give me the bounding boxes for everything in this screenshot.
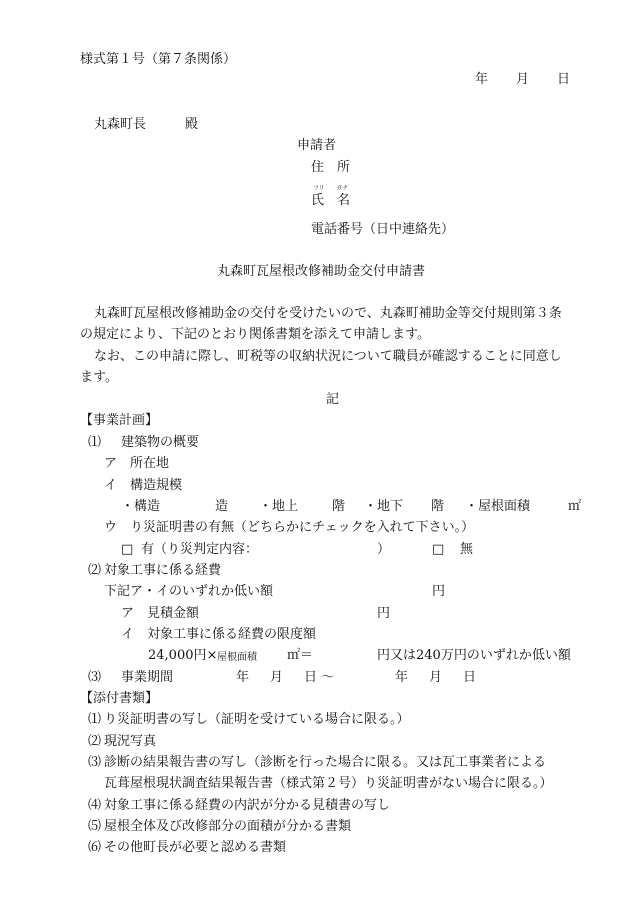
above-floors-suffix: 階 <box>332 499 346 514</box>
plan-heading: 【事業計画】 <box>80 413 159 428</box>
yes-label: 有（り災判定内容： <box>141 542 259 557</box>
attachment-number: ⑵ <box>88 734 102 749</box>
roof-area-unit: ㎡ <box>568 499 582 514</box>
formula-rate: 24,000円× <box>148 648 218 663</box>
date-day-label: 日 <box>557 72 571 87</box>
section-3-number: ⑶ <box>88 670 102 685</box>
addressee-honorific: 殿 <box>185 117 199 132</box>
above-ground-label: ・地上 <box>259 499 299 514</box>
attachments-heading: 【添付書類】 <box>80 691 159 706</box>
lower-amount-label: 下記ア・イのいずれか低い額 <box>104 584 274 599</box>
period-start-year: 年 <box>236 670 250 685</box>
ki-mark: 記 <box>326 392 340 407</box>
address-label: 住 所 <box>311 160 351 175</box>
period-end-month: 月 <box>429 670 443 685</box>
below-floors-suffix: 階 <box>431 499 445 514</box>
formula-result: 円又は240万円のいずれか低い額 <box>377 648 571 663</box>
estimate-unit: 円 <box>377 606 391 621</box>
addressee-name: 丸森町長 <box>94 117 147 132</box>
structure-scale-label: イ 構造規模 <box>104 478 183 493</box>
below-ground-label: ・地下 <box>364 499 404 514</box>
attachment-text: その他町長が必要と認める書類 <box>104 840 287 855</box>
attachment-text-continued: 瓦葺屋根現状調査結果報告書（様式第２号）り災証明書がない場合に限る。） <box>104 776 553 791</box>
body-paragraph-2-line-2: ます。 <box>80 370 118 385</box>
furigana-1: フリ <box>313 185 325 192</box>
checkbox-no[interactable]: □ <box>432 542 445 557</box>
yes-close-paren: ） <box>377 542 391 557</box>
formula-equals: ㎡＝ <box>287 648 314 663</box>
checkbox-yes[interactable]: □ <box>121 542 134 557</box>
section-2-title: 対象工事に係る経費 <box>104 563 222 578</box>
body-paragraph-2-line-1: なお、この申請に際し、町税等の収納状況について職員が確認することに同意し <box>94 349 562 364</box>
estimate-label: ア 見積金額 <box>121 606 200 621</box>
roof-area-label: ・屋根面積 <box>465 499 531 514</box>
form-number: 様式第１号（第７条関係） <box>80 52 237 67</box>
limit-label: イ 対象工事に係る経費の限度額 <box>121 627 317 642</box>
location-label: ア 所在地 <box>104 456 170 471</box>
furigana-2: ガナ <box>336 185 349 192</box>
attachment-number: ⑷ <box>88 798 102 813</box>
attachment-text: 対象工事に係る経費の内訳が分かる見積書の写し <box>104 798 391 813</box>
attachment-number: ⑹ <box>88 840 102 855</box>
section-1-number: ⑴ <box>88 435 102 450</box>
section-3-title: 事業期間 <box>121 670 174 685</box>
body-paragraph-1-line-2: の規定により、下記のとおり関係書類を添えて申請します。 <box>80 327 430 342</box>
attachment-text: 屋根全体及び改修部分の面積が分かる書類 <box>104 819 352 834</box>
structure-label: ・構造 <box>121 499 161 514</box>
section-1-title: 建築物の概要 <box>121 435 200 450</box>
period-start-day: 日 ～ <box>304 670 335 685</box>
phone-label: 電話番号（日中連絡先） <box>311 222 455 237</box>
document-title: 丸森町瓦屋根改修補助金交付申請書 <box>217 264 426 279</box>
disaster-cert-label: ウ り災証明書の有無（どちらかにチェックを入れて下さい。） <box>104 520 475 535</box>
date-month-label: 月 <box>516 72 530 87</box>
formula-roof-area: 屋根面積 <box>217 652 257 663</box>
period-end-year: 年 <box>395 670 409 685</box>
attachment-text: 現況写真 <box>104 734 157 749</box>
applicant-label: 申請者 <box>297 138 337 153</box>
no-label: 無 <box>460 542 474 557</box>
period-start-month: 月 <box>270 670 284 685</box>
attachment-number: ⑶ <box>88 755 102 770</box>
attachment-number: ⑸ <box>88 819 102 834</box>
section-2-number: ⑵ <box>88 563 102 578</box>
structure-suffix: 造 <box>215 499 229 514</box>
body-paragraph-1-line-1: 丸森町瓦屋根改修補助金の交付を受けたいので、丸森町補助金等交付規則第３条 <box>94 306 562 321</box>
period-end-day: 日 <box>463 670 477 685</box>
attachment-text: り災証明書の写し（証明を受けている場合に限る。） <box>104 712 410 727</box>
attachment-text: 診断の結果報告書の写し（診断を行った場合に限る。又は瓦工事業者による <box>104 755 547 770</box>
date-year-label: 年 <box>475 72 489 87</box>
attachment-number: ⑴ <box>88 712 102 727</box>
name-label: 氏 名 <box>311 193 351 208</box>
lower-amount-unit: 円 <box>432 584 446 599</box>
